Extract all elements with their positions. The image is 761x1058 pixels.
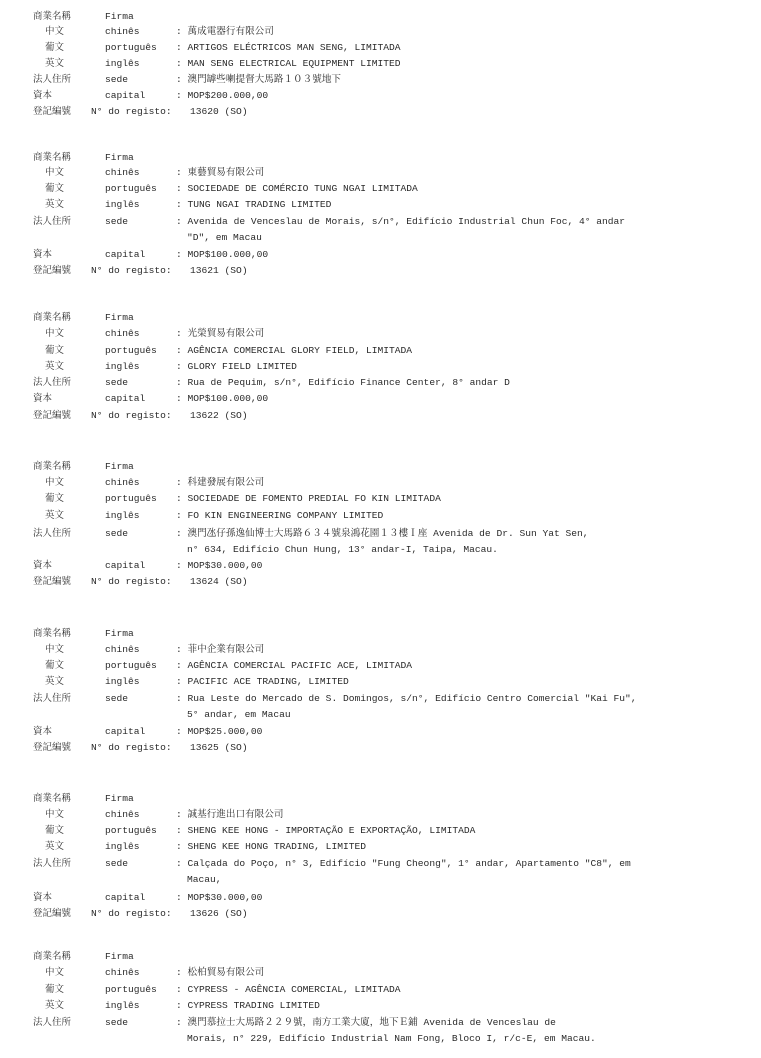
sede-label-zh: 法人住所 xyxy=(33,74,72,85)
portuguese-name-value: : CYPRESS - AGÊNCIA COMERCIAL, LIMITADA xyxy=(176,984,401,995)
firma-label-zh: 商業名稱 xyxy=(33,793,72,804)
capital-value: : MOP$100.000,00 xyxy=(176,393,269,404)
ingles-label-zh: 英文 xyxy=(45,199,65,210)
registo-label-zh: 登記編號 xyxy=(33,106,72,117)
ingles-label-pt: inglês xyxy=(105,361,140,372)
capital-value: : MOP$200.000,00 xyxy=(176,90,269,101)
chines-label-zh: 中文 xyxy=(45,477,65,488)
english-name-value: : FO KIN ENGINEERING COMPANY LIMITED xyxy=(176,510,384,521)
registo-value: 13625 (SO) xyxy=(190,742,248,753)
sede-value-line-1: : 澳門氹仔孫逸仙博士大馬路６３４號泉鴻花園１３樓Ｉ座 Avenida de Dr. Sun Yat Sen, xyxy=(176,528,589,539)
sede-value-line-1: : 澳門罅些喇提督大馬路１０３號地下 xyxy=(176,74,342,85)
chinese-name-value: : 誠基行進出口有限公司 xyxy=(176,809,284,820)
firma-label-pt: Firma xyxy=(105,312,134,323)
sede-label-pt: sede xyxy=(105,693,129,704)
capital-label-zh: 資本 xyxy=(33,90,53,101)
firma-label-zh: 商業名稱 xyxy=(33,152,72,163)
english-name-value: : MAN SENG ELECTRICAL EQUIPMENT LIMITED xyxy=(176,58,401,69)
chinese-name-value: : 光榮貿易有限公司 xyxy=(176,328,265,339)
sede-label-zh: 法人住所 xyxy=(33,216,72,227)
chines-label-pt: chinês xyxy=(105,967,140,978)
ingles-label-zh: 英文 xyxy=(45,1000,65,1011)
chines-label-pt: chinês xyxy=(105,477,140,488)
portugues-label-zh: 葡文 xyxy=(45,984,65,995)
sede-label-pt: sede xyxy=(105,528,129,539)
ingles-label-pt: inglês xyxy=(105,58,140,69)
chines-label-pt: chinês xyxy=(105,26,140,37)
capital-value: : MOP$100.000,00 xyxy=(176,249,269,260)
chinese-name-value: : 菲中企業有限公司 xyxy=(176,644,265,655)
sede-value-line-2: Macau, xyxy=(187,874,222,885)
chines-label-pt: chinês xyxy=(105,809,140,820)
sede-label-zh: 法人住所 xyxy=(33,858,72,869)
sede-label-zh: 法人住所 xyxy=(33,377,72,388)
portuguese-name-value: : SHENG KEE HONG - IMPORTAÇÃO E EXPORTAÇÃO, LIMITADA xyxy=(176,825,476,836)
sede-value-line-2: Morais, n° 229, Edifício Industrial Nam Fong, Bloco I, r/c-E, em Macau. xyxy=(187,1033,596,1044)
portugues-label-pt: português xyxy=(105,825,157,836)
capital-value: : MOP$30.000,00 xyxy=(176,892,263,903)
registo-value: 13626 (SO) xyxy=(190,908,248,919)
portugues-label-zh: 葡文 xyxy=(45,183,65,194)
ingles-label-zh: 英文 xyxy=(45,361,65,372)
ingles-label-pt: inglês xyxy=(105,841,140,852)
ingles-label-pt: inglês xyxy=(105,1000,140,1011)
capital-label-pt: capital xyxy=(105,90,146,101)
registo-label-pt: N° do registo: xyxy=(91,410,172,421)
firma-label-zh: 商業名稱 xyxy=(33,951,72,962)
portugues-label-pt: português xyxy=(105,183,157,194)
registo-label-pt: N° do registo: xyxy=(91,106,172,117)
portuguese-name-value: : AGÊNCIA COMERCIAL GLORY FIELD, LIMITADA xyxy=(176,345,413,356)
chines-label-pt: chinês xyxy=(105,328,140,339)
registo-label-pt: N° do registo: xyxy=(91,908,172,919)
registo-label-zh: 登記編號 xyxy=(33,265,72,276)
registo-label-pt: N° do registo: xyxy=(91,742,172,753)
capital-label-zh: 資本 xyxy=(33,249,53,260)
capital-label-zh: 資本 xyxy=(33,560,53,571)
portuguese-name-value: : SOCIEDADE DE FOMENTO PREDIAL FO KIN LIMITADA xyxy=(176,493,441,504)
ingles-label-pt: inglês xyxy=(105,510,140,521)
registo-value: 13624 (SO) xyxy=(190,576,248,587)
capital-label-pt: capital xyxy=(105,249,146,260)
registo-label-zh: 登記編號 xyxy=(33,908,72,919)
portugues-label-pt: português xyxy=(105,42,157,53)
sede-value-line-1: : Rua Leste do Mercado de S. Domingos, s/n°, Edifício Centro Comercial "Kai Fu", xyxy=(176,693,637,704)
registo-label-zh: 登記編號 xyxy=(33,576,72,587)
chinese-name-value: : 萬成電器行有限公司 xyxy=(176,26,274,37)
firma-label-zh: 商業名稱 xyxy=(33,461,72,472)
registo-label-zh: 登記編號 xyxy=(33,410,72,421)
sede-label-pt: sede xyxy=(105,74,129,85)
chines-label-zh: 中文 xyxy=(45,26,65,37)
sede-label-zh: 法人住所 xyxy=(33,1017,72,1028)
ingles-label-pt: inglês xyxy=(105,199,140,210)
chines-label-zh: 中文 xyxy=(45,328,65,339)
sede-label-zh: 法人住所 xyxy=(33,528,72,539)
english-name-value: : CYPRESS TRADING LIMITED xyxy=(176,1000,320,1011)
english-name-value: : GLORY FIELD LIMITED xyxy=(176,361,297,372)
sede-value-line-1: : Calçada do Poço, n° 3, Edifício "Fung Cheong", 1° andar, Apartamento "C8", em xyxy=(176,858,631,869)
ingles-label-zh: 英文 xyxy=(45,841,65,852)
chines-label-zh: 中文 xyxy=(45,644,65,655)
chines-label-pt: chinês xyxy=(105,644,140,655)
portugues-label-zh: 葡文 xyxy=(45,825,65,836)
registo-value: 13620 (SO) xyxy=(190,106,248,117)
chinese-name-value: : 東藝貿易有限公司 xyxy=(176,167,265,178)
portugues-label-zh: 葡文 xyxy=(45,345,65,356)
portugues-label-zh: 葡文 xyxy=(45,42,65,53)
chines-label-zh: 中文 xyxy=(45,967,65,978)
sede-value-line-1: : 澳門慕拉士大馬路２２９號，南方工業大廈，地下Ｅ鋪 Avenida de Venceslau de xyxy=(176,1017,556,1028)
firma-label-zh: 商業名稱 xyxy=(33,312,72,323)
ingles-label-zh: 英文 xyxy=(45,510,65,521)
ingles-label-zh: 英文 xyxy=(45,676,65,687)
chines-label-pt: chinês xyxy=(105,167,140,178)
capital-label-zh: 資本 xyxy=(33,892,53,903)
firma-label-pt: Firma xyxy=(105,628,134,639)
portugues-label-pt: português xyxy=(105,984,157,995)
sede-value-line-2: 5° andar, em Macau xyxy=(187,709,291,720)
english-name-value: : TUNG NGAI TRADING LIMITED xyxy=(176,199,332,210)
firma-label-pt: Firma xyxy=(105,461,134,472)
capital-value: : MOP$25.000,00 xyxy=(176,726,263,737)
sede-value-line-2: n° 634, Edifício Chun Hung, 13° andar-I, Taipa, Macau. xyxy=(187,544,498,555)
english-name-value: : PACIFIC ACE TRADING, LIMITED xyxy=(176,676,349,687)
firma-label-zh: 商業名稱 xyxy=(33,11,72,22)
capital-label-zh: 資本 xyxy=(33,393,53,404)
portuguese-name-value: : ARTIGOS ELÉCTRICOS MAN SENG, LIMITADA xyxy=(176,42,401,53)
firma-label-zh: 商業名稱 xyxy=(33,628,72,639)
chines-label-zh: 中文 xyxy=(45,809,65,820)
portugues-label-zh: 葡文 xyxy=(45,493,65,504)
sede-value-line-2: "D", em Macau xyxy=(187,232,262,243)
sede-value-line-1: : Avenida de Venceslau de Morais, s/n°, Edifício Industrial Chun Foc, 4° andar xyxy=(176,216,626,227)
capital-label-pt: capital xyxy=(105,393,146,404)
portuguese-name-value: : SOCIEDADE DE COMÉRCIO TUNG NGAI LIMITADA xyxy=(176,183,418,194)
portuguese-name-value: : AGÊNCIA COMERCIAL PACIFIC ACE, LIMITADA xyxy=(176,660,413,671)
chinese-name-value: : 松柏貿易有限公司 xyxy=(176,967,265,978)
registo-label-pt: N° do registo: xyxy=(91,265,172,276)
english-name-value: : SHENG KEE HONG TRADING, LIMITED xyxy=(176,841,366,852)
portugues-label-zh: 葡文 xyxy=(45,660,65,671)
sede-label-pt: sede xyxy=(105,1017,129,1028)
portugues-label-pt: português xyxy=(105,660,157,671)
firma-label-pt: Firma xyxy=(105,152,134,163)
chinese-name-value: : 科建發展有限公司 xyxy=(176,477,265,488)
portugues-label-pt: português xyxy=(105,345,157,356)
portugues-label-pt: português xyxy=(105,493,157,504)
capital-value: : MOP$30.000,00 xyxy=(176,560,263,571)
capital-label-zh: 資本 xyxy=(33,726,53,737)
capital-label-pt: capital xyxy=(105,892,146,903)
sede-label-pt: sede xyxy=(105,377,129,388)
firma-label-pt: Firma xyxy=(105,951,134,962)
sede-label-pt: sede xyxy=(105,216,129,227)
registo-value: 13621 (SO) xyxy=(190,265,248,276)
ingles-label-zh: 英文 xyxy=(45,58,65,69)
registo-label-pt: N° do registo: xyxy=(91,576,172,587)
ingles-label-pt: inglês xyxy=(105,676,140,687)
sede-value-line-1: : Rua de Pequim, s/n°, Edifício Finance Center, 8° andar D xyxy=(176,377,510,388)
registo-value: 13622 (SO) xyxy=(190,410,248,421)
firma-label-pt: Firma xyxy=(105,11,134,22)
sede-label-zh: 法人住所 xyxy=(33,693,72,704)
registo-label-zh: 登記編號 xyxy=(33,742,72,753)
sede-label-pt: sede xyxy=(105,858,129,869)
capital-label-pt: capital xyxy=(105,560,146,571)
chines-label-zh: 中文 xyxy=(45,167,65,178)
firma-label-pt: Firma xyxy=(105,793,134,804)
capital-label-pt: capital xyxy=(105,726,146,737)
